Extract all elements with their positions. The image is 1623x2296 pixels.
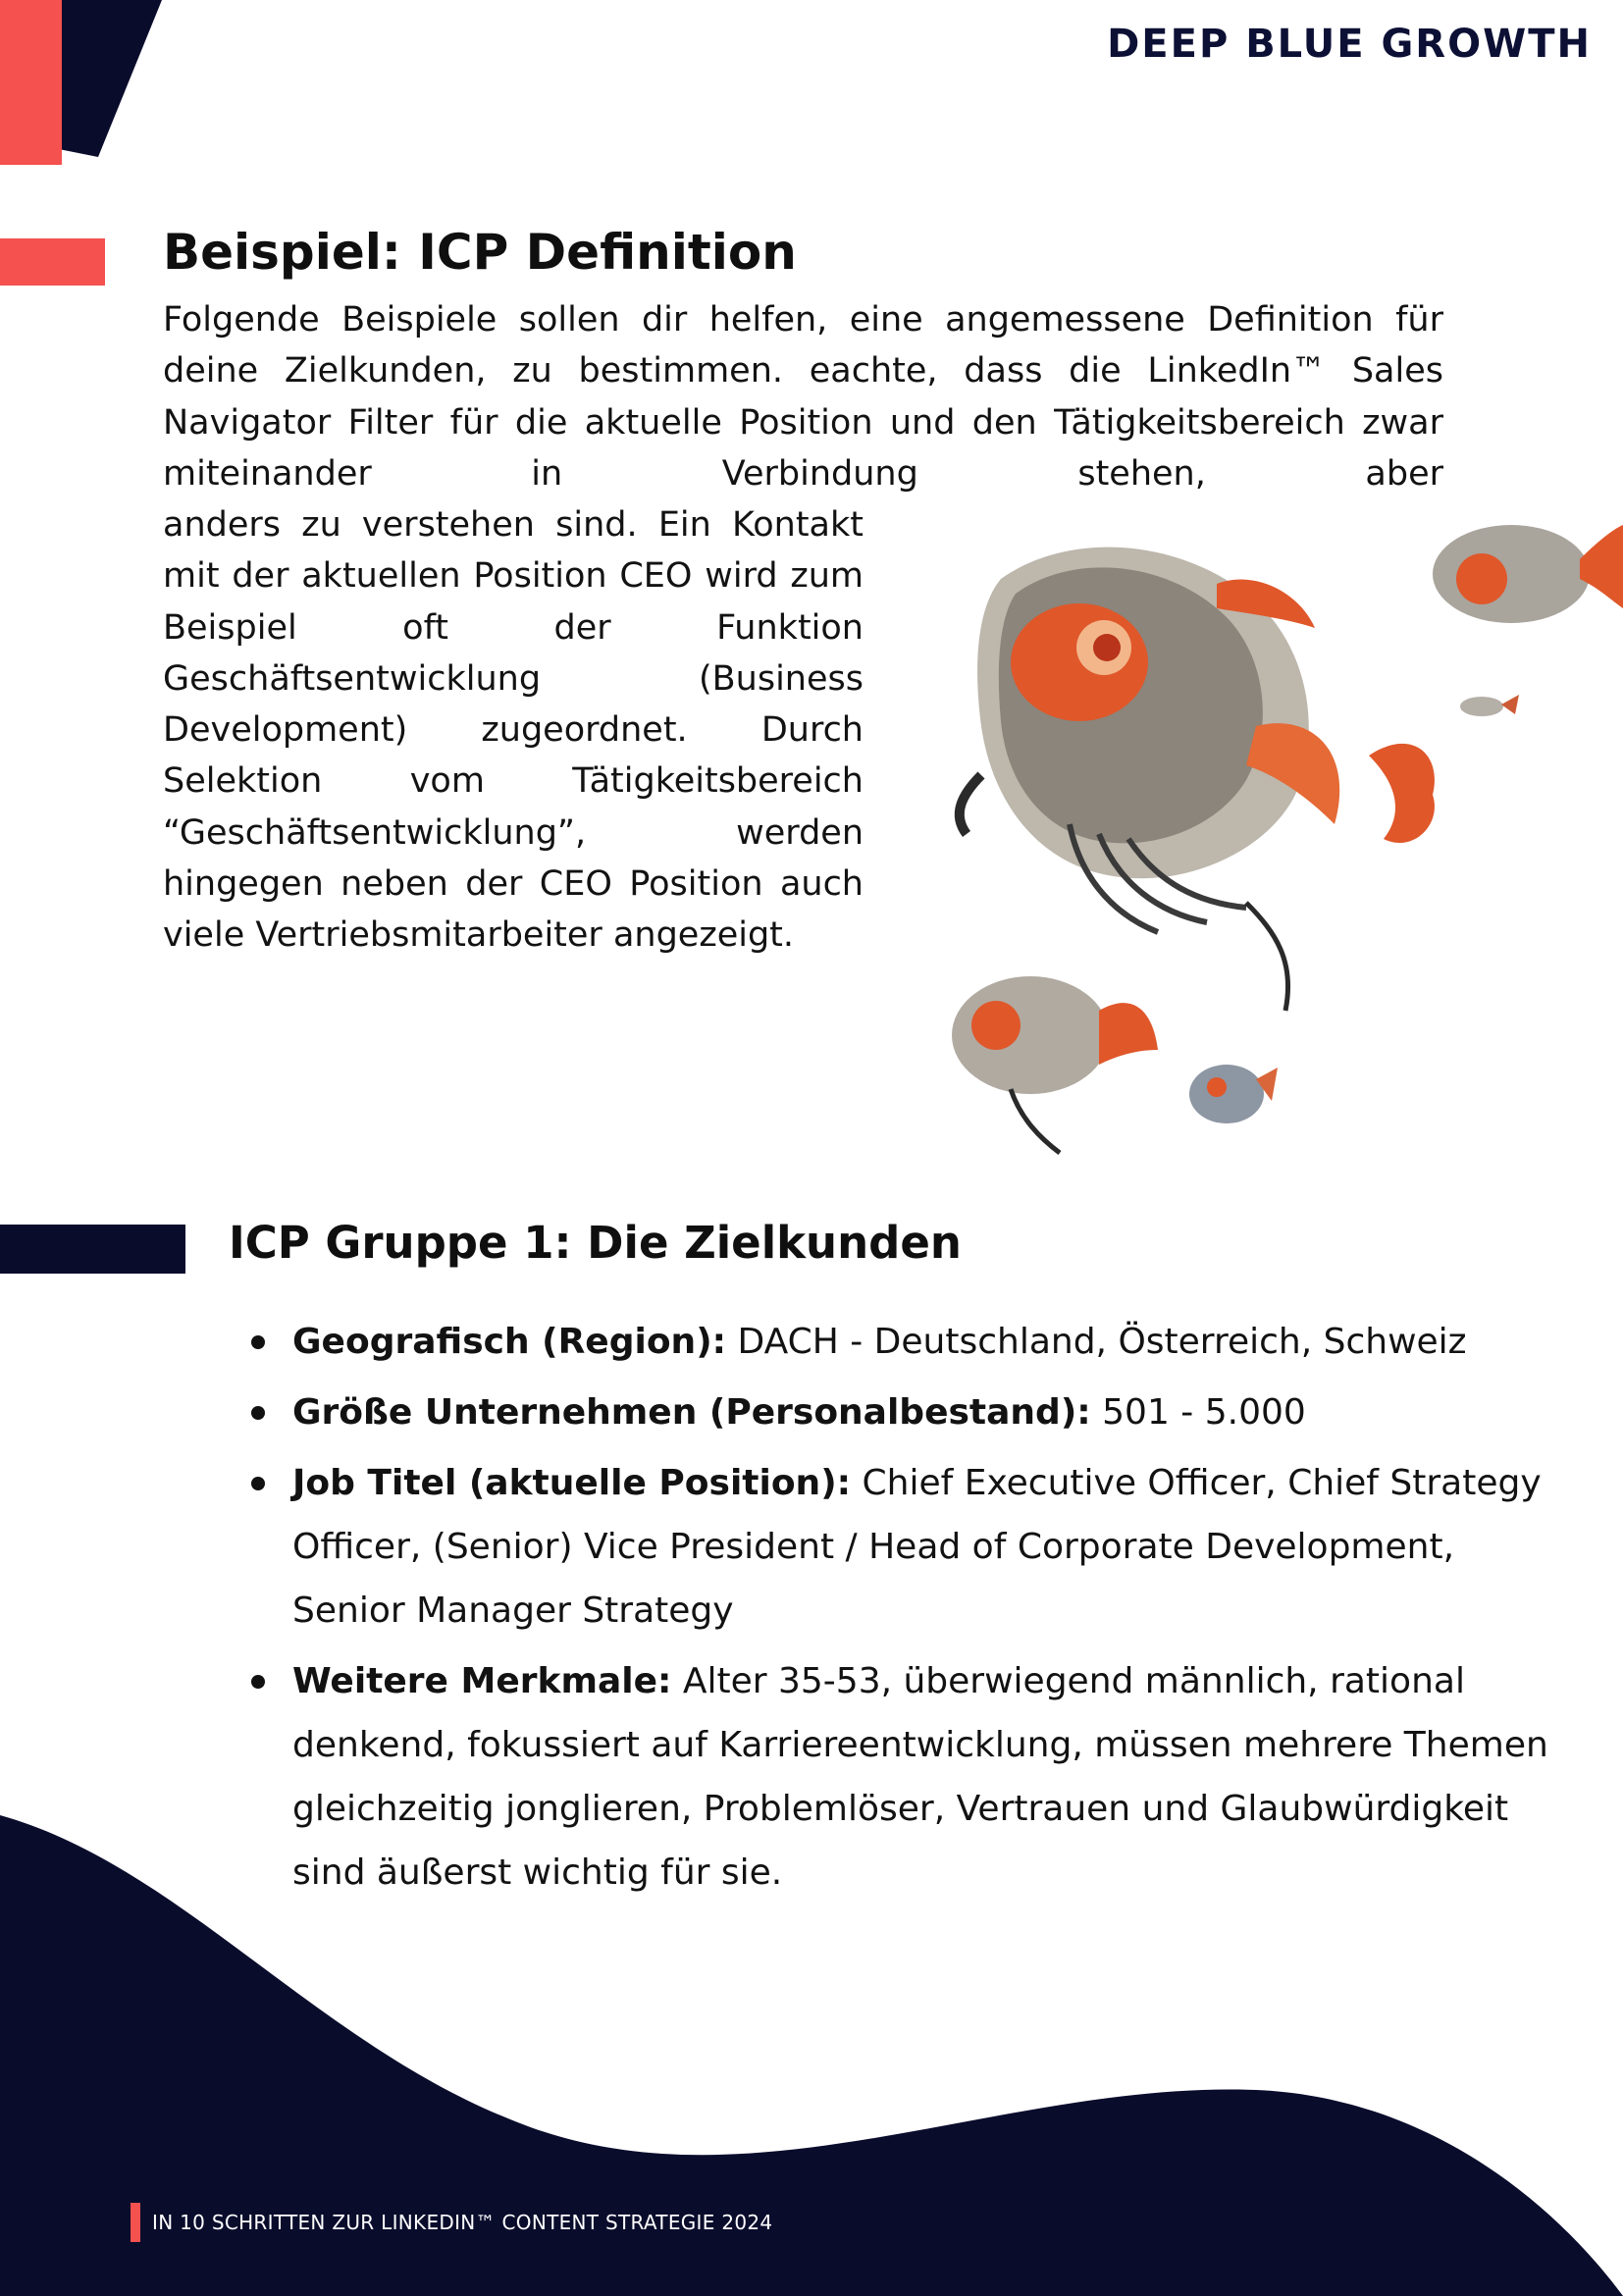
large-fish-icon	[960, 548, 1435, 1011]
section-accent-bar	[0, 238, 105, 286]
page-footer	[131, 2203, 772, 2242]
small-fish-icon	[1433, 525, 1623, 623]
bullet-icon	[251, 1675, 265, 1689]
criterion-label: Job Titel (aktuelle Position):	[292, 1463, 852, 1503]
list-item	[249, 1310, 1564, 1374]
intro-paragraph-continued: anders zu verstehen sind. Ein Kontakt mit der aktuellen Position CEO wird zum Beispiel oft der Funktion Geschäftsentwicklung (Business Development) zugeordnet. Durch Selektion vom Tätigkeitsbereich “Geschäftsentwicklung”, werden hingegen neben der CEO Position auch viele Vertriebsmitarbeiter angezeigt.	[163, 505, 864, 956]
section-title: Beispiel: ICP Definition	[163, 224, 797, 281]
tiny-fish-icon	[1460, 695, 1519, 716]
robotic-fish-illustration	[922, 500, 1623, 1168]
criterion-value: Chief Executive Officer, Chief Strategy Officer, (Senior) Vice President / Head of Corporate Development, Senior Manager Strategy	[292, 1463, 1542, 1631]
group-title: ICP Gruppe 1: Die Zielkunden	[229, 1217, 962, 1269]
bullet-icon	[251, 1335, 265, 1349]
group-accent-bar	[0, 1225, 185, 1274]
criterion-value: DACH - Deutschland, Österreich, Schweiz	[726, 1322, 1467, 1362]
intro-paragraph: Folgende Beispiele sollen dir helfen, eine angemessene Definition für deine Zielkunden, zu bestimmen. eachte, dass die LinkedIn™ Sales Navigator Filter für die aktuelle Position und den Tätigkeitsbereich zwar miteinander in Verbindung stehen, aber	[163, 300, 1443, 494]
bullet-icon	[251, 1406, 265, 1420]
list-item	[249, 1381, 1564, 1444]
corner-accent-red	[0, 0, 62, 165]
small-fish-icon	[952, 976, 1158, 1153]
bullet-icon	[251, 1477, 265, 1490]
criterion-value: 501 - 5.000	[1090, 1392, 1306, 1433]
brand-logo: DEEP BLUE GROWTH	[1107, 22, 1592, 67]
criterion-label: Geografisch (Region):	[292, 1322, 727, 1362]
criterion-label: Weitere Merkmale:	[292, 1661, 672, 1701]
footer-accent-bar	[131, 2203, 140, 2242]
footer-text: IN 10 SCHRITTEN ZUR LINKEDIN™ CONTENT STRATEGIE 2024	[152, 2211, 773, 2234]
list-item	[249, 1451, 1564, 1643]
criterion-value: Alter 35-53, überwiegend männlich, rational denkend, fokussiert auf Karriereentwicklung, müssen mehrere Themen gleichzeitig jonglieren, Problemlöser, Vertrauen und Glaubwürdigkeit sind äußerst wichtig für sie.	[292, 1661, 1548, 1893]
criterion-label: Größe Unternehmen (Personalbestand):	[292, 1392, 1091, 1433]
small-fish-icon	[1189, 1065, 1278, 1123]
